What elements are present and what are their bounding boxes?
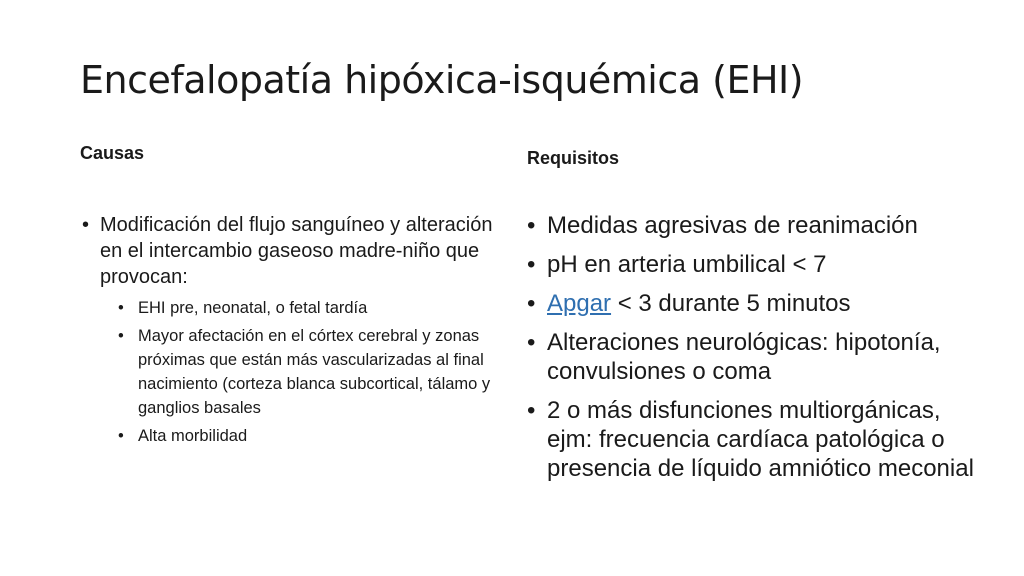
requisitos-heading: Requisitos (527, 148, 620, 168)
causas-bullet-text: Modificación del flujo sanguíneo y alteración en el intercambio gaseoso madre-niño que provocan: (100, 214, 493, 288)
requisito-reanimacion: • Medidas agresivas de reanimación (527, 211, 982, 240)
causas-list (80, 212, 500, 448)
apgar-link[interactable]: Apgar (547, 290, 612, 317)
causas-sub-bullet-morbilidad: • Alta morbilidad (100, 424, 500, 448)
requisitos-column (527, 211, 982, 493)
causas-sub-bullet-cortex: • Mayor afectación en el córtex cerebral y zonas próximas que están más vascularizadas al final nacimiento (corteza blanca subcortical, tálamo y ganglios basales (100, 324, 500, 420)
requisito-apgar (527, 289, 982, 318)
causas-sub-bullet-ehi-types: • EHI pre, neonatal, o fetal tardía (100, 296, 500, 320)
requisito-disfunciones: • 2 o más disfunciones multiorgánicas, ejm: frecuencia cardíaca patológica o presencia de líquido amniótico meconial (527, 396, 982, 483)
causas-heading: Causas (80, 143, 145, 163)
causas-sub-list (100, 296, 500, 448)
causas-bullet (80, 212, 500, 448)
causas-column (80, 212, 500, 452)
requisito-apgar-text: < 3 durante 5 minutos (611, 290, 851, 317)
requisitos-list (527, 211, 982, 483)
requisito-neurologicas: • Alteraciones neurológicas: hipotonía, convulsiones o coma (527, 328, 982, 386)
slide-title: Encefalopatía hipóxica-isquémica (EHI) (80, 58, 804, 102)
requisito-ph: • pH en arteria umbilical < 7 (527, 250, 982, 279)
